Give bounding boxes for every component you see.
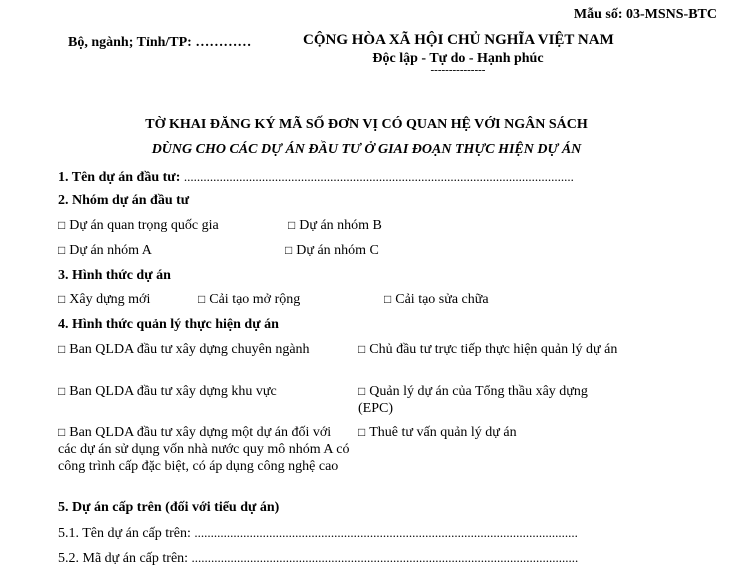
- parent-project-name-label: 5.1. Tên dự án cấp trên:: [58, 526, 191, 541]
- checkbox-icon[interactable]: □: [285, 243, 293, 257]
- national-title: CỘNG HÒA XÃ HỘI CHỦ NGHĨA VIỆT NAM: [303, 32, 614, 48]
- section-2-heading: 2. Nhóm dự án đầu tư: [58, 193, 190, 208]
- option-label: Thuê tư vấn quản lý dự án: [369, 425, 517, 440]
- checkbox-icon[interactable]: □: [58, 384, 66, 398]
- document-title: TỜ KHAI ĐĂNG KÝ MÃ SỐ ĐƠN VỊ CÓ QUAN HỆ VỚI NGÂN SÁCH: [145, 117, 588, 132]
- option-label: Chủ đầu tư trực tiếp thực hiện quản lý dự án: [369, 342, 618, 357]
- option-specialized-board[interactable]: [58, 341, 310, 358]
- option-group-a[interactable]: [58, 242, 152, 259]
- checkbox-icon[interactable]: □: [358, 384, 366, 398]
- parent-project-code-row: [58, 549, 578, 567]
- option-new-construction[interactable]: [58, 291, 150, 308]
- checkbox-icon[interactable]: □: [198, 292, 206, 306]
- option-label: Cải tạo sửa chữa: [395, 292, 489, 307]
- option-label: Dự án nhóm B: [299, 218, 382, 233]
- option-label: Xây dựng mới: [69, 292, 151, 307]
- option-renovation-repair[interactable]: [384, 291, 489, 308]
- parent-project-code-label: 5.2. Mã dự án cấp trên:: [58, 551, 189, 566]
- parent-project-code-field[interactable]: .......................................................................................................................: [191, 550, 579, 565]
- option-single-project-board[interactable]: [58, 424, 350, 475]
- option-epc-contractor[interactable]: [358, 383, 620, 417]
- section-4-heading: 4. Hình thức quản lý thực hiện dự án: [58, 317, 279, 332]
- option-group-b[interactable]: [288, 217, 382, 234]
- option-renovation-expansion[interactable]: [198, 291, 300, 308]
- project-name-label: 1. Tên dự án đầu tư:: [58, 170, 181, 185]
- checkbox-icon[interactable]: □: [358, 342, 366, 356]
- project-name-row: [58, 168, 574, 186]
- checkbox-icon[interactable]: □: [58, 292, 66, 306]
- ministry-label: Bộ, ngành; Tỉnh/TP: …………: [68, 35, 252, 50]
- option-national-project[interactable]: [58, 217, 219, 234]
- option-group-c[interactable]: [285, 242, 379, 259]
- checkbox-icon[interactable]: □: [358, 425, 366, 439]
- option-label: Ban QLDA đầu tư xây dựng một dự án đối với các dự án sử dụng vốn nhà nước quy mô nhóm A có công trình cấp đặc biệt, có áp dụng công nghệ cao: [58, 425, 350, 474]
- form-number: Mẫu số: 03-MSNS-BTC: [573, 7, 717, 22]
- option-label: Dự án nhóm C: [296, 243, 379, 258]
- option-label: Dự án nhóm A: [69, 243, 152, 258]
- section-5-heading: 5. Dự án cấp trên (đối với tiểu dự án): [58, 500, 280, 515]
- national-motto: Độc lập - Tự do - Hạnh phúc: [372, 51, 544, 66]
- option-label: Cải tạo mở rộng: [209, 292, 301, 307]
- option-consultant[interactable]: [358, 424, 517, 441]
- section-3-heading: 3. Hình thức dự án: [58, 268, 171, 283]
- document-subtitle: DÙNG CHO CÁC DỰ ÁN ĐẦU TƯ Ở GIAI ĐOẠN THỰC HIỆN DỰ ÁN: [151, 142, 582, 157]
- option-owner-direct[interactable]: [358, 341, 630, 358]
- parent-project-name-row: [58, 524, 578, 542]
- checkbox-icon[interactable]: □: [384, 292, 392, 306]
- project-name-field[interactable]: ........................................................................................................................: [183, 169, 574, 184]
- checkbox-icon[interactable]: □: [288, 218, 296, 232]
- motto-underline: ---------------: [430, 64, 486, 76]
- option-label: Ban QLDA đầu tư xây dựng chuyên ngành: [69, 342, 310, 357]
- checkbox-icon[interactable]: □: [58, 243, 66, 257]
- option-label: Ban QLDA đầu tư xây dựng khu vực: [69, 384, 277, 399]
- option-label: Quản lý dự án của Tổng thầu xây dựng (EPC): [358, 384, 588, 416]
- option-regional-board[interactable]: [58, 383, 277, 400]
- checkbox-icon[interactable]: □: [58, 218, 66, 232]
- checkbox-icon[interactable]: □: [58, 342, 66, 356]
- checkbox-icon[interactable]: □: [58, 425, 66, 439]
- option-label: Dự án quan trọng quốc gia: [69, 218, 219, 233]
- parent-project-name-field[interactable]: ......................................................................................................................: [194, 525, 578, 540]
